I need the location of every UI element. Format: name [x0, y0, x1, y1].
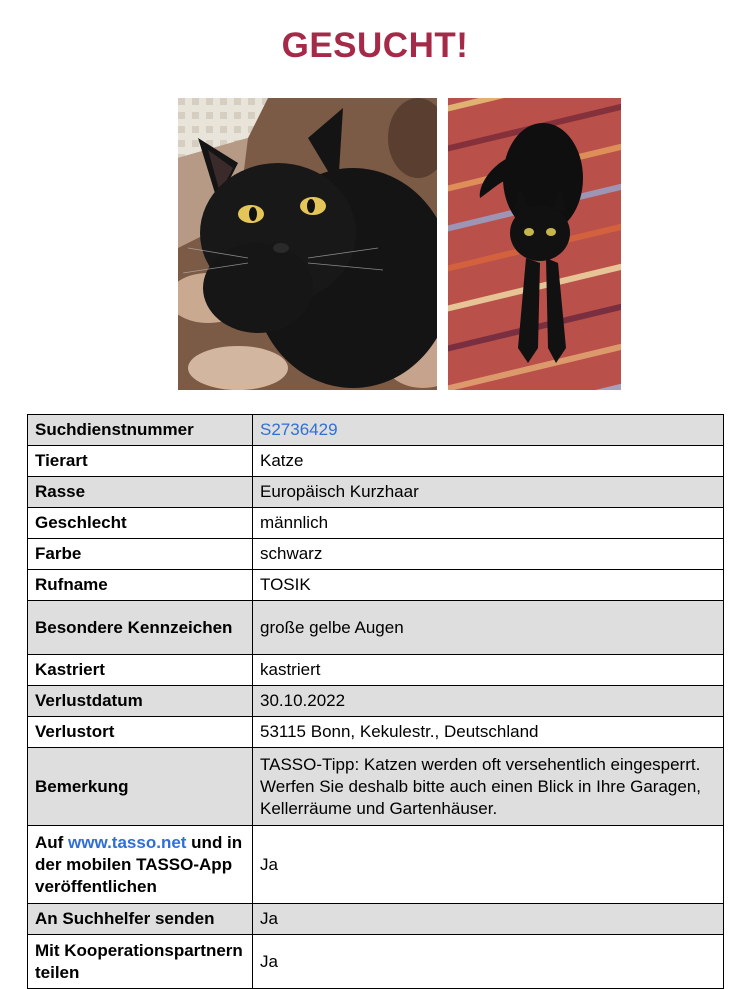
- page-title: GESUCHT!: [281, 26, 469, 65]
- table-row: [28, 539, 724, 570]
- tasso-website-link[interactable]: www.tasso.net: [68, 832, 187, 852]
- row-value: große gelbe Augen: [253, 601, 724, 655]
- table-row: [28, 570, 724, 601]
- row-value: TOSIK: [253, 570, 724, 601]
- table-row: [28, 415, 724, 446]
- info-table: [27, 414, 724, 989]
- row-label: Kastriert: [28, 655, 253, 686]
- table-row: [28, 686, 724, 717]
- row-value: Katze: [253, 446, 724, 477]
- row-label: Verlustdatum: [28, 686, 253, 717]
- table-row: [28, 935, 724, 989]
- table-row: [28, 477, 724, 508]
- row-value: 30.10.2022: [253, 686, 724, 717]
- label-prefix: Auf: [35, 832, 69, 852]
- table-row: [28, 446, 724, 477]
- row-value: kastriert: [253, 655, 724, 686]
- row-label: Tierart: [28, 446, 253, 477]
- row-label: Rasse: [28, 477, 253, 508]
- row-label: Bemerkung: [28, 748, 253, 826]
- row-value: TASSO-Tipp: Katzen werden oft versehentlich eingesperrt. Werfen Sie deshalb bitte auch einen Blick in Ihre Garagen, Kellerräume und Gartenhäuser.: [253, 748, 724, 826]
- row-label: Suchdienstnummer: [28, 415, 253, 446]
- search-number-link[interactable]: S2736429: [253, 415, 724, 446]
- row-label: [28, 826, 253, 904]
- row-label: Besondere Kennzeichen: [28, 601, 253, 655]
- label-suffix: und in der mobilen TASSO-App veröffentlichen: [35, 832, 243, 896]
- row-value: Ja: [253, 904, 724, 935]
- row-label: Verlustort: [28, 717, 253, 748]
- cat-photo-portrait: [178, 98, 437, 390]
- row-value: Europäisch Kurzhaar: [253, 477, 724, 508]
- table-row: [28, 748, 724, 826]
- row-value: 53115 Bonn, Kekulestr., Deutschland: [253, 717, 724, 748]
- table-row: [28, 826, 724, 904]
- row-value: männlich: [253, 508, 724, 539]
- row-value: Ja: [253, 826, 724, 904]
- row-label: Rufname: [28, 570, 253, 601]
- row-label: Farbe: [28, 539, 253, 570]
- row-label: Geschlecht: [28, 508, 253, 539]
- table-row: [28, 655, 724, 686]
- table-row: [28, 508, 724, 539]
- row-value: schwarz: [253, 539, 724, 570]
- table-row: [28, 717, 724, 748]
- row-label: Mit Kooperationspartnern teilen: [28, 935, 253, 989]
- cat-photo-carpet: [448, 98, 621, 390]
- table-row: [28, 601, 724, 655]
- row-value: Ja: [253, 935, 724, 989]
- table-row: [28, 904, 724, 935]
- row-label: An Suchhelfer senden: [28, 904, 253, 935]
